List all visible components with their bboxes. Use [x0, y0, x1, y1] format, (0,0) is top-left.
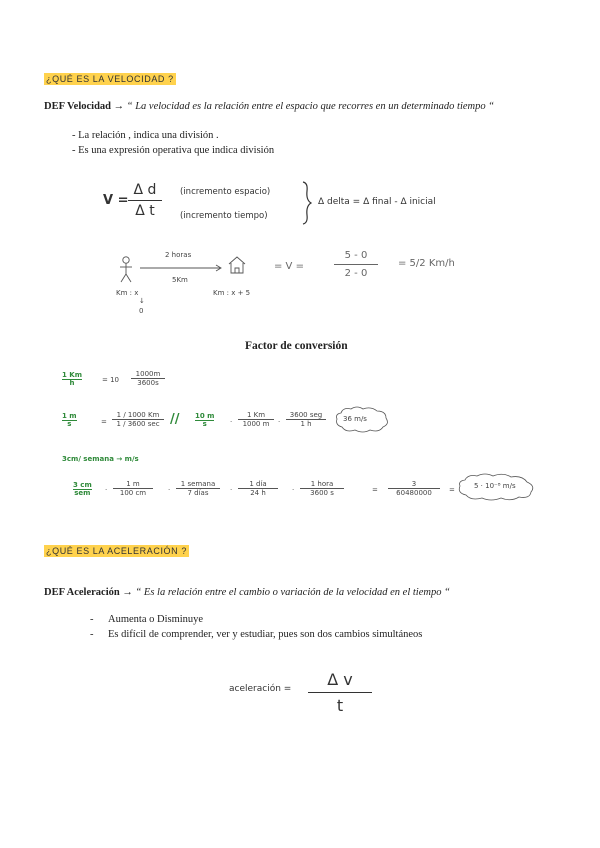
example-result: = 5/2 Km/h — [398, 258, 455, 269]
formula-v-num-note: (incremento espacio) — [180, 187, 271, 197]
conv-l5-unit — [73, 481, 92, 497]
arrow-right-icon — [140, 264, 224, 272]
bullet-dash: - — [90, 629, 94, 640]
conv-l5-f3d: 24 h — [250, 489, 266, 497]
bullet-item: Es difícil de comprender, ver y estudiar, pues son dos cambios simultáneos — [108, 629, 423, 640]
conv-l3-a: 10 m — [195, 412, 215, 420]
conv-l1-unit — [62, 371, 82, 387]
conv-l5-f4 — [300, 480, 344, 497]
section-heading-velocity: ¿QUÉ ES LA VELOCIDAD ? — [46, 74, 174, 84]
conv-l5-f4d: 3600 s — [310, 489, 334, 497]
conv-l5-f1d: 100 cm — [119, 489, 147, 497]
conv-l2-eq: = — [101, 418, 107, 426]
conv-l4-title: 3cm/ semana → m/s — [62, 455, 139, 463]
example-time-label: 2 horas — [165, 251, 192, 259]
formula-v-fraction — [128, 182, 162, 219]
conv-l1-den: 3600s — [137, 379, 159, 387]
conv-l2-fraction — [112, 411, 164, 428]
conv-l3-f1d: 1000 m — [242, 420, 270, 428]
conv-l1-eq: = 10 — [102, 376, 119, 384]
conv-l5-f5d: 60480000 — [396, 489, 432, 497]
conv-l5-dot2: · — [168, 486, 171, 494]
def-arrow: → — [122, 587, 133, 598]
conv-l1-fraction — [131, 370, 165, 387]
def-label: DEF Velocidad — [44, 101, 111, 112]
conv-l1-b: h — [69, 379, 75, 387]
example-km-left: Km : x — [116, 289, 139, 297]
def-label: DEF Aceleración — [44, 587, 120, 598]
conversion-title: Factor de conversión — [245, 340, 348, 352]
conv-l3-dot2: · — [278, 418, 281, 426]
conv-l3-f2d: 1 h — [300, 420, 312, 428]
definition-acceleration — [44, 587, 584, 598]
conv-l3-b: s — [202, 420, 207, 428]
conv-l2-a: 1 m — [62, 412, 77, 420]
formula-a-fraction — [308, 670, 372, 715]
conv-l5-f4n: 1 hora — [300, 480, 344, 489]
conv-l5-f2 — [176, 480, 220, 497]
conv-l3-f1n: 1 Km — [238, 411, 274, 420]
bullet-item: - Es una expresión operativa que indica división — [72, 145, 275, 156]
formula-v-lhs: V = — [103, 193, 129, 208]
example-distance-label: 5Km — [172, 276, 188, 284]
conv-l3-result: 36 m/s — [343, 415, 367, 423]
example-zero: 0 — [139, 307, 144, 315]
delta-definition: Δ delta = Δ final - Δ inicial — [318, 197, 436, 207]
conv-l5-result: 5 · 10⁻⁸ m/s — [474, 482, 516, 490]
conv-l3-dot: · — [230, 418, 233, 426]
conv-l3-f1 — [238, 411, 274, 428]
conv-l2-num: 1 / 1000 Km — [112, 411, 164, 420]
formula-a-label: aceleración = — [229, 684, 292, 694]
conv-l5-f5 — [388, 480, 440, 497]
conv-l5-a: 3 cm — [73, 481, 92, 489]
example-num: 5 - 0 — [334, 250, 378, 265]
bullet-dash: - — [90, 614, 94, 625]
formula-v-num: Δ d — [128, 182, 162, 201]
conv-l3-f2n: 3600 seg — [286, 411, 326, 420]
conv-l5-dot1: · — [105, 486, 108, 494]
conv-l5-dot4: · — [292, 486, 295, 494]
house-icon — [227, 256, 247, 274]
conv-l5-f5n: 3 — [388, 480, 440, 489]
conv-l5-f1n: 1 m — [113, 480, 153, 489]
conv-l5-f3n: 1 día — [238, 480, 278, 489]
section-heading-acceleration: ¿QUÉ ES LA ACELERACIÓN ? — [46, 546, 187, 556]
formula-a-den: t — [336, 696, 344, 715]
example-v-eq: = V = — [274, 261, 304, 272]
conv-l1-num: 1000m — [131, 370, 165, 379]
conv-l5-eq: = — [372, 486, 378, 494]
example-den: 2 - 0 — [344, 268, 368, 279]
conv-l5-f1 — [113, 480, 153, 497]
conv-l5-b: sem — [74, 489, 91, 497]
conv-l2-den: 1 / 3600 sec — [116, 420, 160, 428]
conv-l3-unit — [195, 412, 214, 428]
bullet-item: Aumenta o Disminuye — [108, 614, 204, 625]
conv-l5-f2d: 7 días — [187, 489, 209, 497]
def-arrow: → — [113, 101, 125, 112]
example-fraction — [334, 250, 378, 279]
stick-figure-icon — [118, 256, 134, 284]
curly-brace-icon — [300, 181, 314, 225]
conv-l5-f3 — [238, 480, 278, 497]
bullet-item: - La relación , indica una división . — [72, 130, 219, 141]
def-text: “ La velocidad es la relación entre el espacio que recorres en un determinado tiempo “ — [126, 101, 495, 112]
conv-l5-eq2: = — [449, 486, 455, 494]
formula-v-den-note: (incremento tiempo) — [180, 211, 268, 221]
formula-a-num: Δ v — [308, 670, 372, 693]
conv-l2-unit — [62, 412, 77, 428]
formula-v-den: Δ t — [135, 203, 155, 219]
def-text: “ Es la relación entre el cambio o variación de la velocidad en el tiempo “ — [135, 587, 450, 598]
conv-l5-dot3: · — [230, 486, 233, 494]
conv-l1-a: 1 Km — [62, 371, 83, 379]
example-arrow-down: ↓ — [139, 297, 145, 305]
example-km-right: Km : x + 5 — [213, 289, 251, 297]
definition-velocity — [44, 101, 584, 112]
conv-l2-b: s — [67, 420, 72, 428]
conv-l3-f2 — [286, 411, 326, 428]
conv-separator: // — [170, 412, 180, 427]
conv-l5-f2n: 1 semana — [176, 480, 220, 489]
